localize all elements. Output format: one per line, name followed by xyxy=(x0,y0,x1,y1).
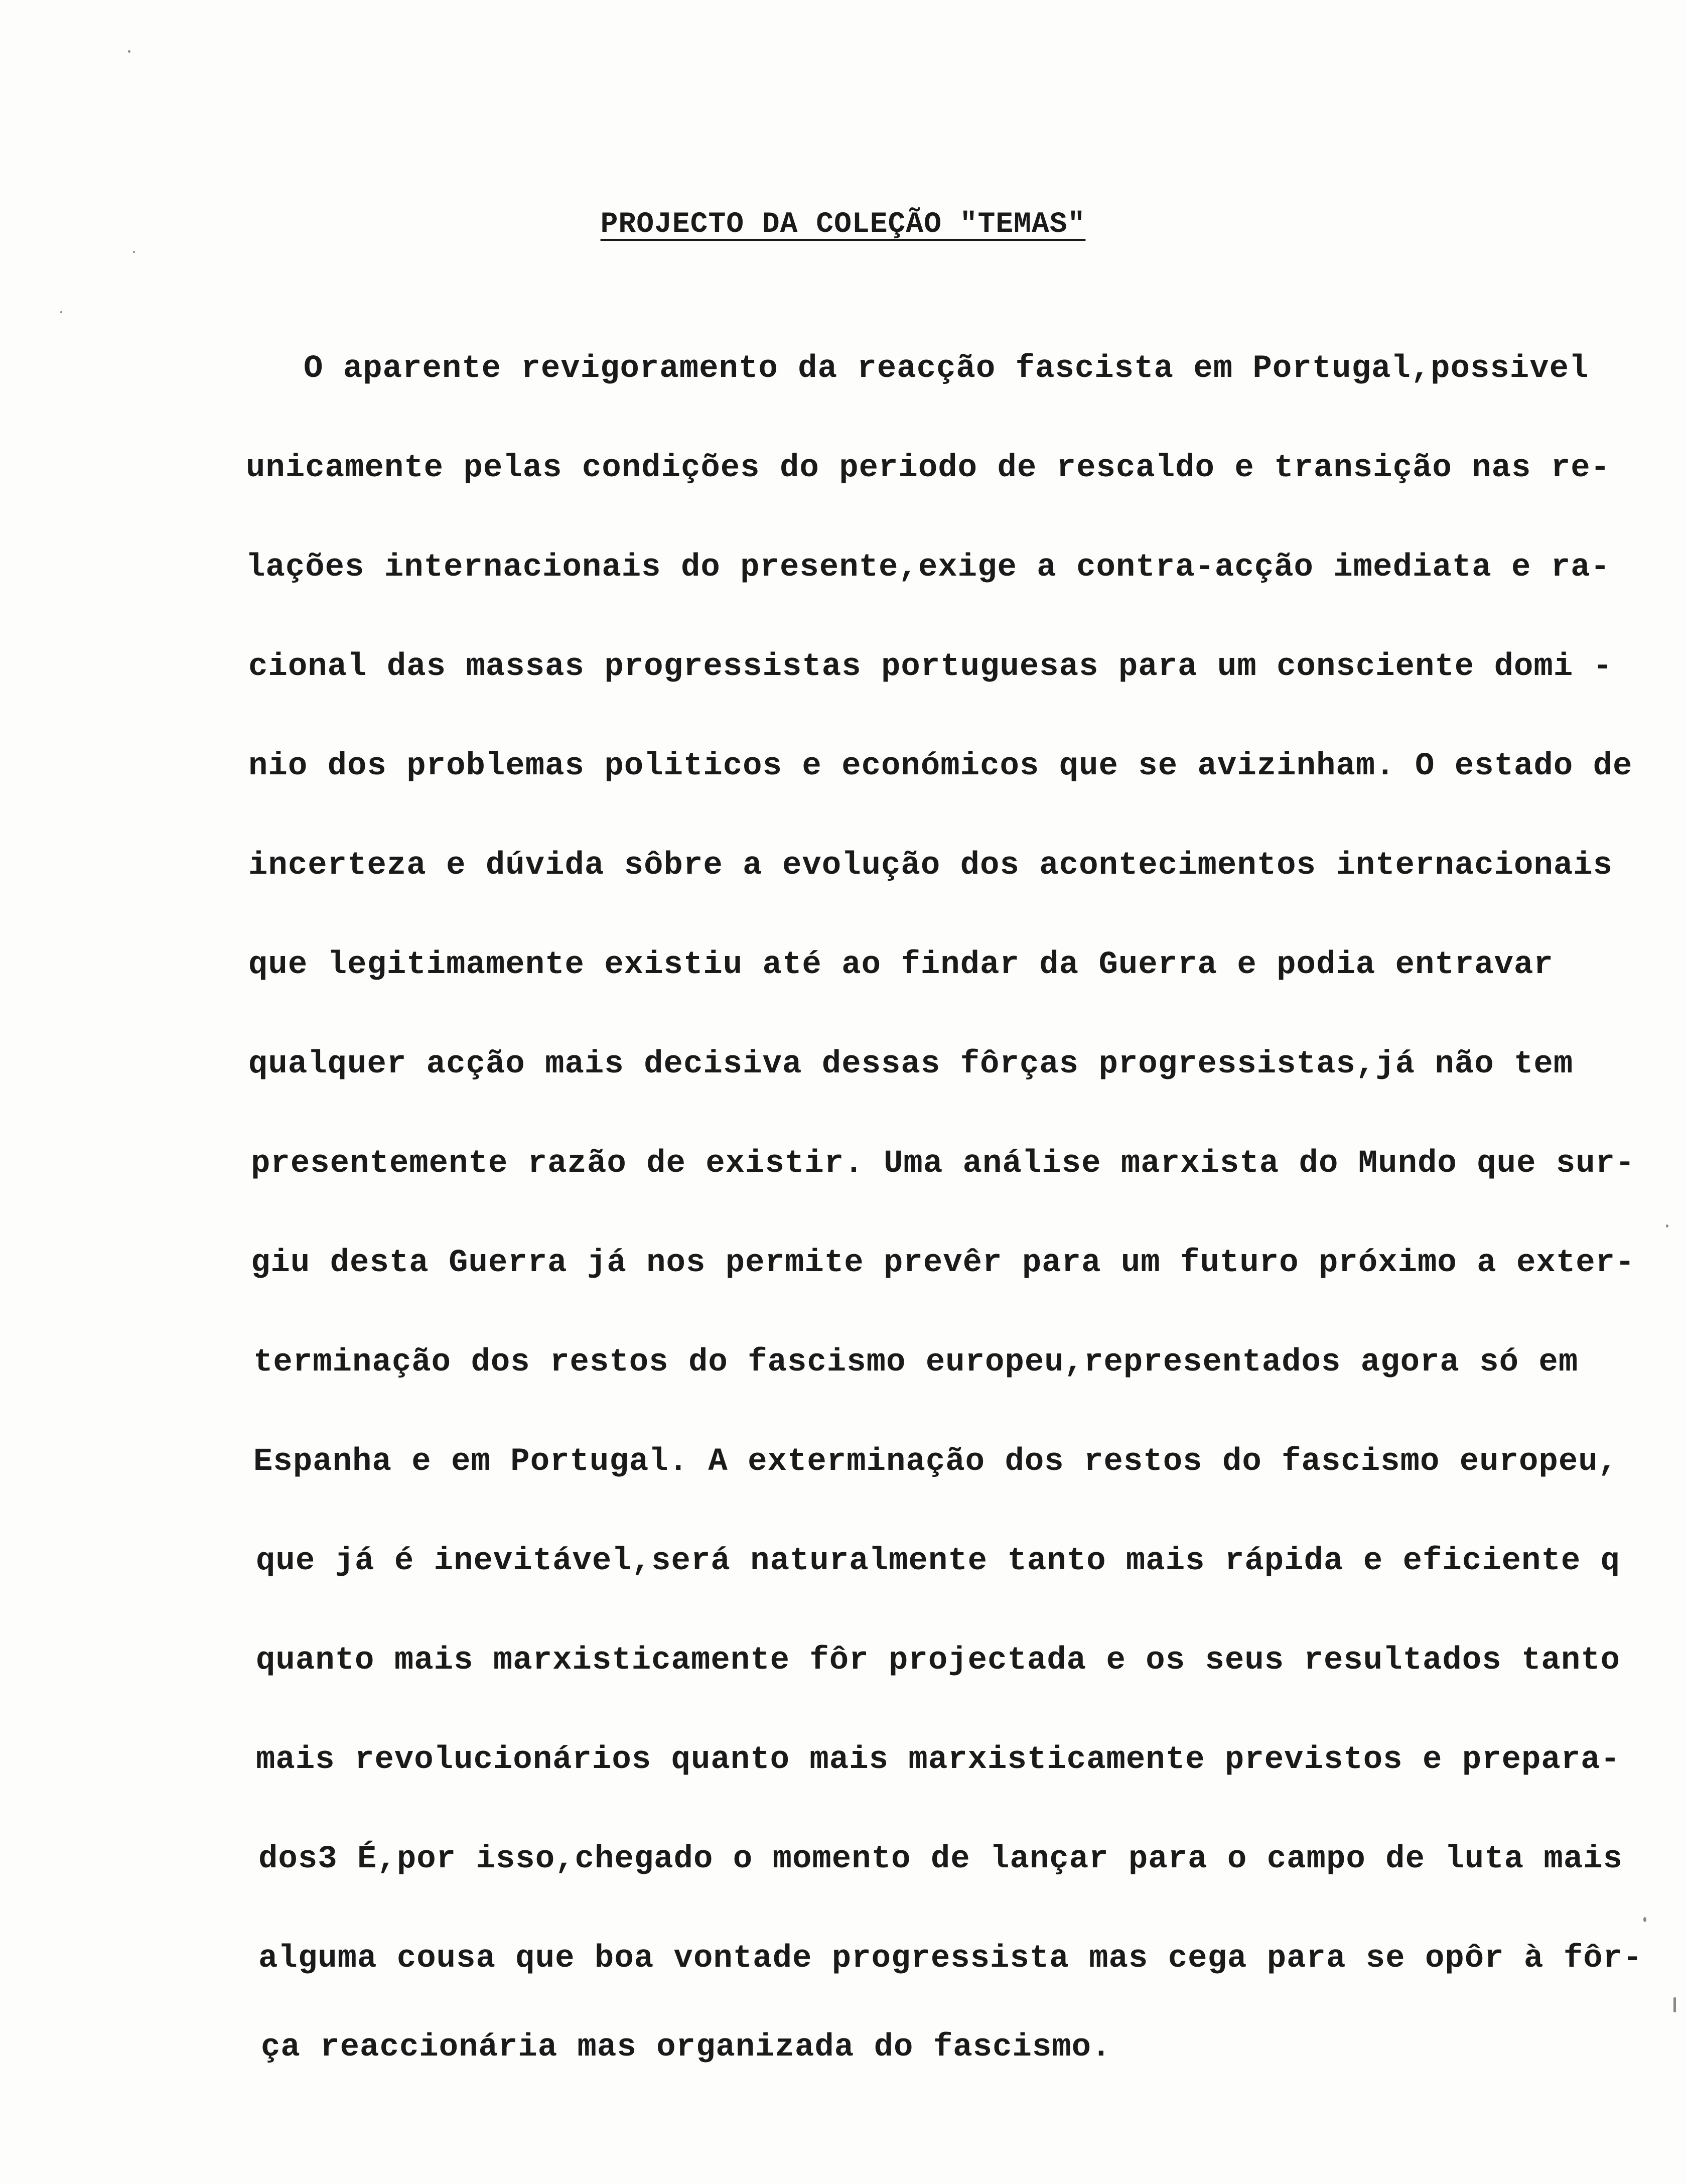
text-line-12: Espanha e em Portugal. A exterminação dos restos do fascismo europeu, xyxy=(253,1444,1618,1480)
text-line-10: giu desta Guerra já nos permite prevêr para um futuro próximo a exter- xyxy=(251,1245,1635,1281)
text-line-1: O aparente revigoramento da reacção fascista em Portugal,possivel xyxy=(304,351,1589,387)
text-line-3: lações internacionais do presente,exige a contra-acção imediata e ra- xyxy=(246,550,1611,586)
text-line-6: incerteza e dúvida sôbre a evolução dos acontecimentos internacionais xyxy=(248,848,1613,884)
text-line-5: nio dos problemas politicos e económicos que se avizinham. O estado de xyxy=(248,748,1633,784)
text-line-18: ça reaccionária mas organizada do fascismo. xyxy=(261,2029,1111,2066)
scan-speck xyxy=(60,311,62,313)
text-line-11: terminação dos restos do fascismo europeu,representados agora só em xyxy=(253,1344,1579,1381)
text-line-14: quanto mais marxisticamente fôr projectada e os seus resultados tanto xyxy=(256,1643,1621,1679)
text-line-7: que legitimamente existiu até ao findar da Guerra e podia entravar xyxy=(248,947,1554,983)
document-title: PROJECTO DA COLEÇÃO "TEMAS" xyxy=(600,208,1086,241)
scan-speck xyxy=(1666,1224,1668,1227)
scan-speck xyxy=(1673,1997,1676,2012)
text-line-4: cional das massas progressistas portuguesas para um consciente domi - xyxy=(248,649,1613,685)
text-line-9: presentemente razão de existir. Uma análise marxista do Mundo que sur- xyxy=(251,1146,1635,1182)
text-line-15: mais revolucionários quanto mais marxisticamente previstos e prepara- xyxy=(256,1742,1621,1778)
text-line-16: dos3 É,por isso,chegado o momento de lançar para o campo de luta mais xyxy=(258,1841,1623,1877)
text-line-17: alguma cousa que boa vontade progressista mas cega para se opôr à fôr- xyxy=(258,1941,1643,1977)
text-line-8: qualquer acção mais decisiva dessas fôrças progressistas,já não tem xyxy=(248,1046,1574,1082)
text-line-2: unicamente pelas condições do periodo de rescaldo e transição nas re- xyxy=(246,450,1611,486)
scan-speck xyxy=(128,50,130,53)
scan-speck xyxy=(133,251,135,253)
scan-speck xyxy=(1643,1917,1646,1922)
text-line-13: que já é inevitável,será naturalmente tanto mais rápida e eficiente q xyxy=(256,1543,1621,1579)
